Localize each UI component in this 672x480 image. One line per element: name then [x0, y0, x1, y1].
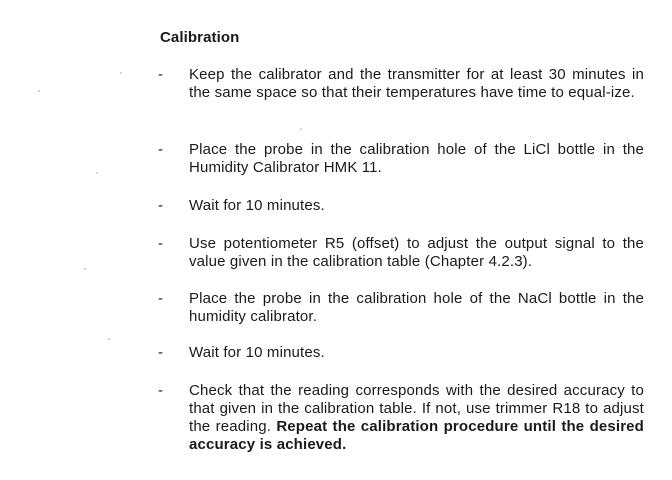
- step-text: [189, 382, 644, 454]
- step-text: Wait for 10 minutes.: [189, 197, 325, 214]
- list-bullet: -: [158, 290, 163, 307]
- scan-speck: [96, 172, 98, 174]
- step-emphasis-text: Repeat the calibration procedure until the desired accuracy is achieved.: [189, 418, 644, 453]
- list-bullet: -: [158, 197, 163, 214]
- step-text: Wait for 10 minutes.: [189, 344, 325, 361]
- step-text: Keep the calibrator and the transmitter for at least 30 minutes in the same space so that their temperatures have time to equal-ize.: [189, 66, 644, 101]
- step-text-body: Check that the reading corresponds with the desired accuracy to that given in the calibration table. If not, use trimmer R18 to adjust the reading.: [189, 382, 644, 435]
- list-bullet: -: [158, 344, 163, 361]
- list-bullet: -: [158, 382, 163, 399]
- scan-speck: [84, 268, 86, 270]
- scan-speck: [120, 72, 122, 74]
- step-text: Place the probe in the calibration hole of the LiCl bottle in the Humidity Calibrator HMK 11.: [189, 141, 644, 176]
- list-bullet: -: [158, 66, 163, 83]
- step-text: Place the probe in the calibration hole of the NaCl bottle in the humidity calibrator.: [189, 290, 644, 325]
- scan-speck: [38, 90, 40, 92]
- list-bullet: -: [158, 235, 163, 252]
- scan-speck: [300, 128, 302, 130]
- step-text: Use potentiometer R5 (offset) to adjust the output signal to the value given in the calibration table (Chapter 4.2.3).: [189, 235, 644, 270]
- section-heading: Calibration: [160, 29, 240, 46]
- list-bullet: -: [158, 141, 163, 158]
- scan-speck: [108, 338, 110, 340]
